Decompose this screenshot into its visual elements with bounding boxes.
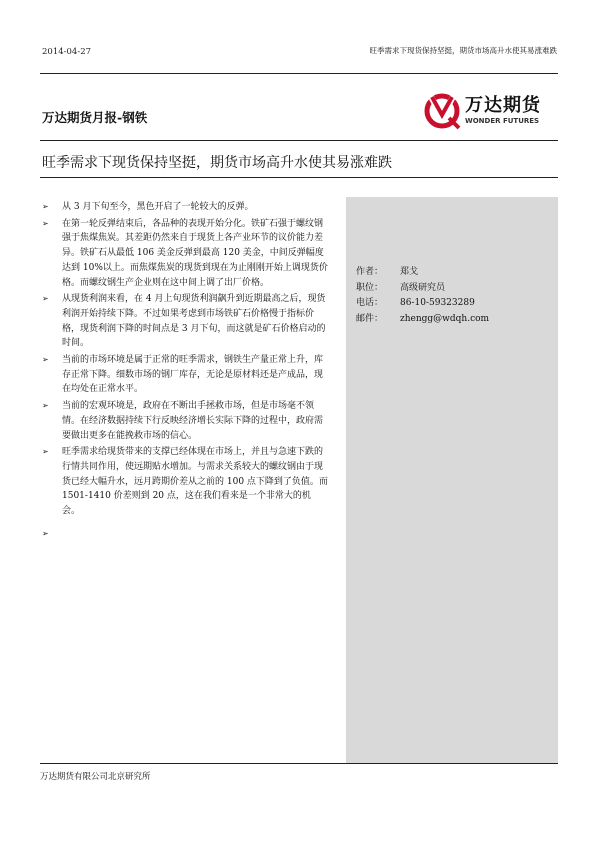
arrow-bullet-icon: ➢ — [42, 294, 49, 304]
bullet-text: 当前的宏观环境是，政府在不断出手拯救市场，但是市场毫不领情。在经济数据持续下行反映经济增长实际下降的过程中，政府需要做出更多在能挽救市场的信心。 — [62, 401, 324, 441]
report-date: 2014-04-27 — [42, 47, 92, 57]
wonder-futures-logo-icon — [422, 91, 462, 131]
author-email[interactable]: zhengg@wdqh.com — [400, 313, 490, 324]
bullet-item — [42, 200, 328, 215]
bullet-text: 从现货利润来看，在 4 月上旬现货利润飙升到近期最高之后，现货利润开始持续下降。不过如果考虑到市场铁矿石价格慢于指标价格，现货利润下降的时间点是 3 月下旬，而这就是矿石价格启动的时间。 — [62, 294, 326, 349]
author-title-row — [356, 281, 489, 297]
title-rule — [40, 140, 558, 141]
arrow-bullet-icon: ➢ — [42, 202, 49, 211]
bullet-item — [42, 217, 328, 291]
footer-rule — [40, 763, 558, 764]
headline-rule — [40, 177, 558, 178]
author-phone: 86-10-59323289 — [400, 298, 475, 308]
author-name-row — [356, 265, 489, 281]
headline: 旺季需求下现货保持坚挺，期货市场高升水使其易涨难跌 — [42, 155, 392, 171]
running-title: 旺季需求下现货保持坚挺，期货市场高升水使其易涨难跌 — [369, 46, 557, 55]
arrow-bullet-icon: ➢ — [42, 528, 49, 538]
author-email-label: 邮件： — [356, 313, 384, 324]
company-logo — [422, 91, 558, 131]
bullet-text: 从 3 月下旬至今，黑色开启了一轮较大的反弹。 — [62, 202, 254, 212]
author-email-row — [356, 312, 489, 328]
author-info — [356, 265, 489, 327]
arrow-bullet-icon: ➢ — [42, 401, 49, 411]
author-phone-row — [356, 296, 489, 312]
top-rule — [40, 73, 558, 74]
bullet-item — [42, 445, 328, 519]
summary-bullets — [42, 200, 328, 538]
bullet-text: 在第一轮反弹结束后，各品种的表现开始分化。铁矿石强于螺纹钢强于焦煤焦炭。其差距仍然来自于现货上各产业环节的议价能力差异。铁矿石从最低 106 美金反弹到最高 120 美金，中间反弹幅度达到 10%以上。而焦煤焦炭的现货到现在为止刚刚开始上调现货价格。而螺纹钢生产企业则在这中间上调了出厂价格。 — [62, 218, 328, 288]
arrow-bullet-icon: ➢ — [42, 355, 49, 365]
bullet-text: 当前的市场环境是属于正常的旺季需求，钢铁生产量正常上升，库存正常下降。细数市场的钢厂库存，无论是原材料还是产成品，现在均处在正常水平。 — [62, 355, 324, 395]
author-title: 高级研究员 — [400, 282, 446, 293]
bullet-item — [42, 353, 328, 397]
arrow-bullet-icon: ➢ — [42, 447, 49, 457]
author-name: 郑戈 — [400, 267, 419, 277]
bullet-text: 旺季需求给现货带来的支撑已经体现在市场上，并且与急速下跌的行情共同作用，使远期贴水增加。与需求关系较大的螺纹钢由于现货已经大幅升水，远月跨期价差从之前的 100 点下降到了负值。而 1501-1410 价差则到 20 点，这在我们看来是一个非常大的机会。 — [62, 447, 328, 517]
bullet-item — [42, 399, 328, 443]
arrow-bullet-icon: ➢ — [42, 218, 49, 228]
logo-chinese-name: 万达期货 — [465, 95, 541, 116]
author-phone-label: 电话： — [356, 298, 384, 308]
logo-english-name: WONDER FUTURES — [465, 117, 540, 125]
report-name: 万达期货月报-钢铁 — [42, 110, 148, 125]
author-name-label: 作者： — [356, 267, 384, 277]
bullet-item — [42, 292, 328, 351]
footer-company: 万达期货有限公司北京研究所 — [40, 772, 151, 782]
author-title-label: 职位： — [356, 282, 384, 293]
